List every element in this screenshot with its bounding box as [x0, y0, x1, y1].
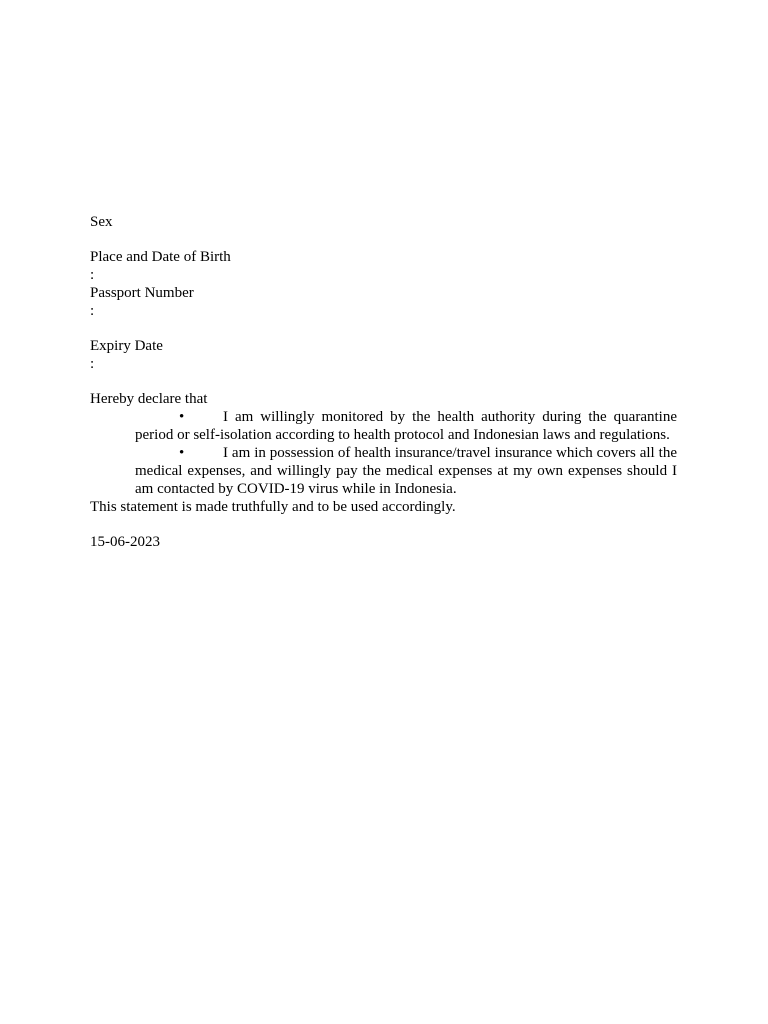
- sex-label: Sex: [90, 214, 113, 230]
- blank-line: [90, 320, 677, 337]
- passport-colon: :: [90, 303, 95, 319]
- list-item: [135, 408, 677, 444]
- declaration-item-text: I am willingly monitored by the health authority during the quarantine period or self-isolation according to health protocol and Indonesian laws and regulations.: [135, 409, 677, 443]
- list-item: [135, 444, 677, 498]
- blank-line: [90, 516, 677, 533]
- expiry-colon: :: [90, 356, 95, 372]
- declaration-intro: Hereby declare that: [90, 391, 208, 407]
- birth-colon: :: [90, 267, 95, 283]
- declaration-date: 15-06-2023: [90, 534, 160, 550]
- closing-statement: This statement is made truthfully and to be used accordingly.: [90, 499, 456, 515]
- blank-line: [90, 373, 677, 390]
- birth-label: Place and Date of Birth: [90, 249, 231, 265]
- declaration-form: [90, 213, 677, 551]
- passport-label: Passport Number: [90, 285, 194, 301]
- declaration-item-text: I am in possession of health insurance/travel insurance which covers all the medical expenses, and willingly pay the medical expenses at my own expenses should I am contacted by COVID-19 virus while in Indonesia.: [135, 445, 677, 497]
- expiry-label: Expiry Date: [90, 338, 163, 354]
- bullet-icon: •: [179, 409, 185, 425]
- declaration-list: [90, 408, 677, 498]
- blank-line: [90, 231, 677, 248]
- bullet-icon: •: [179, 445, 185, 461]
